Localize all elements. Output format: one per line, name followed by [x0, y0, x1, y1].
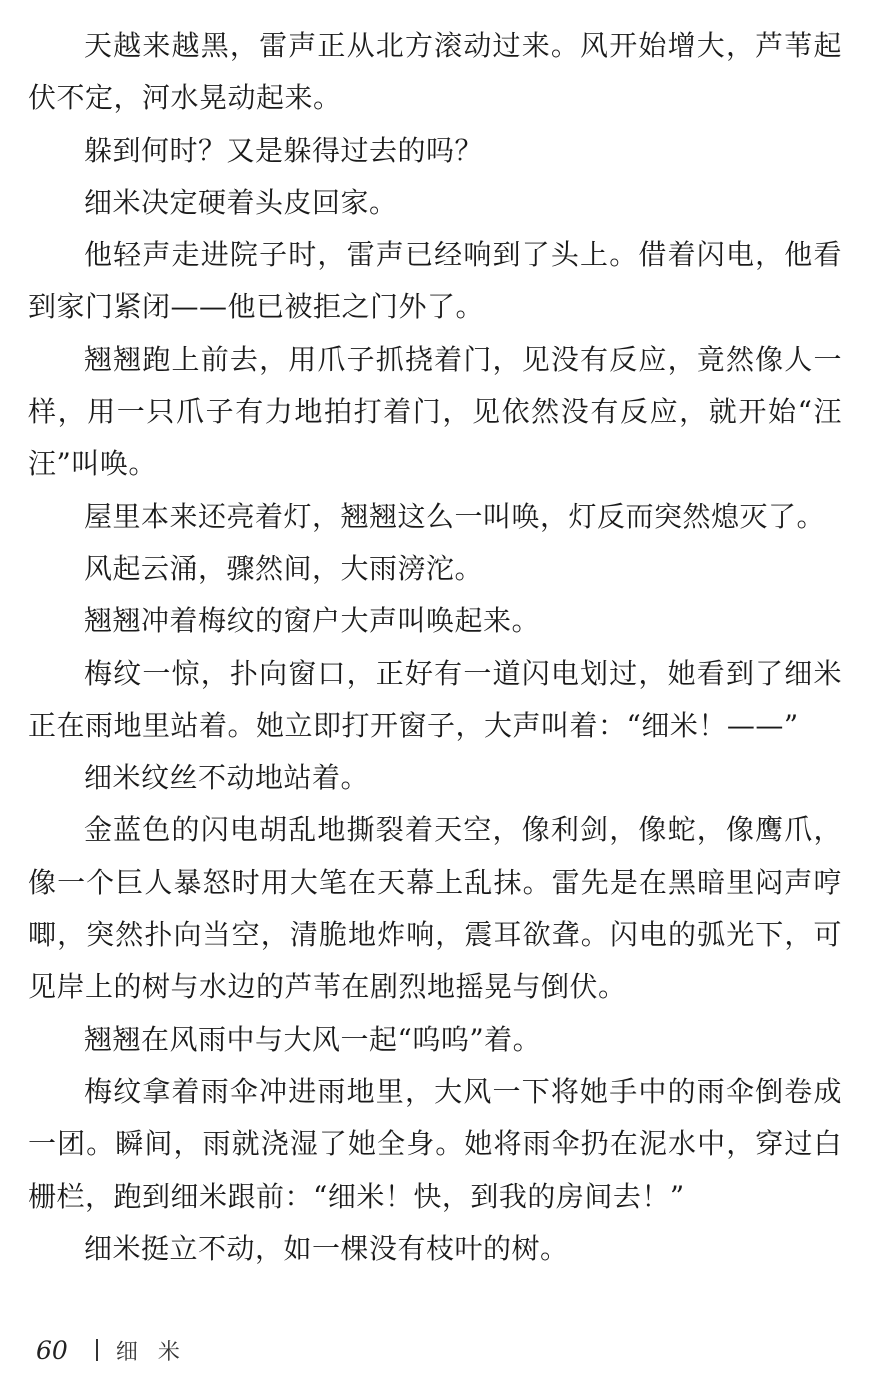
paragraph: 细米纹丝不动地站着。 — [84, 761, 370, 795]
footer-divider — [96, 1339, 98, 1361]
paragraph: 细米挺立不动，如一棵没有枝叶的树。 — [84, 1231, 569, 1265]
paragraph: 细米决定硬着头皮回家。 — [84, 185, 398, 219]
paragraph: 翘翘在风雨中与大风一起“呜呜”着。 — [84, 1022, 542, 1056]
paragraph: 梅纹一惊，扑向窗口，正好有一道闪电划过，她看到了细米正在雨地里站着。她立即打开窗子，大声叫着：“细米！——” — [28, 656, 842, 742]
paragraph: 天越来越黑，雷声正从北方滚动过来。风开始增大，芦苇起伏不定，河水晃动起来。 — [28, 29, 842, 115]
paragraph: 他轻声走进院子时，雷声已经响到了头上。借着闪电，他看到家门紧闭——他已被拒之门外了。 — [28, 238, 842, 324]
page-number: 60 — [36, 1335, 68, 1365]
paragraph: 梅纹拿着雨伞冲进雨地里，大风一下将她手中的雨伞倒卷成一团。瞬间，雨就浇湿了她全身。她将雨伞扔在泥水中，穿过白栅栏，跑到细米跟前：“细米！快，到我的房间去！” — [28, 1074, 842, 1213]
paragraph: 屋里本来还亮着灯，翘翘这么一叫唤，灯反而突然熄灭了。 — [84, 499, 826, 533]
paragraph: 躲到何时？又是躲得过去的吗？ — [84, 133, 484, 167]
running-title: 细米 — [115, 1339, 200, 1365]
paragraph: 翘翘冲着梅纹的窗户大声叫唤起来。 — [84, 604, 541, 638]
paragraph: 风起云涌，骤然间，大雨滂沱。 — [84, 551, 484, 585]
paragraph: 金蓝色的闪电胡乱地撕裂着天空，像利剑，像蛇，像鹰爪，像一个巨人暴怒时用大笔在天幕上乱抹。雷先是在黑暗里闷声哼唧，突然扑向当空，清脆地炸响，震耳欲聋。闪电的弧光下，可见岸上的树与水边的芦苇在剧烈地摇晃与倒伏。 — [28, 813, 842, 1004]
paragraph: 翘翘跑上前去，用爪子抓挠着门，见没有反应，竟然像人一样，用一只爪子有力地拍打着门，见依然没有反应，就开始“汪汪”叫唤。 — [28, 342, 842, 481]
page-footer — [36, 1330, 200, 1370]
body-text — [28, 20, 842, 1275]
